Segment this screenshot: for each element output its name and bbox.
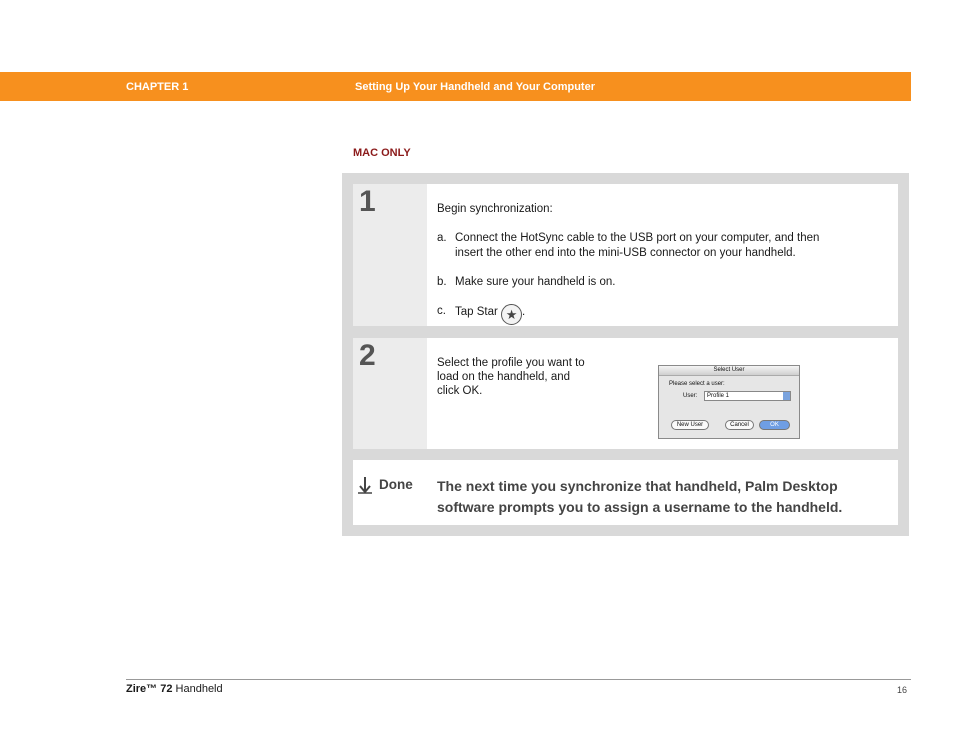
done-step — [353, 460, 898, 525]
chapter-header-bar — [0, 72, 911, 101]
step-line: click OK. — [437, 385, 483, 397]
user-select-value: Profile 1 — [707, 393, 730, 399]
footer-divider — [126, 679, 911, 680]
product-name-bold: Zire™ 72 — [126, 683, 173, 695]
item-suffix: . — [522, 306, 526, 318]
done-text — [437, 476, 842, 518]
chevron-down-icon — [783, 392, 790, 400]
step-number: 2 — [359, 339, 376, 372]
cancel-button[interactable]: Cancel — [725, 420, 754, 430]
step-body — [437, 202, 887, 322]
list-item — [437, 300, 637, 322]
done-label: Done — [379, 477, 413, 492]
list-item — [437, 231, 887, 261]
page-number: 16 — [897, 685, 908, 695]
step-number-column — [353, 184, 427, 326]
ok-button[interactable]: OK — [759, 420, 790, 430]
star-icon: ★ — [501, 304, 522, 325]
item-letter: c. — [437, 305, 446, 317]
step-number-column — [353, 338, 427, 449]
chapter-title: Setting Up Your Handheld and Your Computer — [355, 81, 595, 93]
new-user-button[interactable]: New User — [671, 420, 709, 430]
chapter-label: CHAPTER 1 — [126, 81, 189, 93]
done-line: software prompts you to assign a username to the handheld. — [437, 499, 843, 515]
item-line: Tap Star — [455, 306, 498, 318]
product-name-rest: Handheld — [172, 683, 223, 695]
item-line: Make sure your handheld is on. — [455, 276, 616, 288]
step-2 — [353, 338, 898, 449]
step-number: 1 — [359, 185, 376, 218]
item-letter: a. — [437, 232, 447, 244]
select-user-dialog — [658, 365, 800, 439]
item-line: Connect the HotSync cable to the USB port on your computer, and then — [455, 232, 820, 244]
step-line: Select the profile you want to — [437, 357, 585, 369]
step-line: load on the handheld, and — [437, 371, 571, 383]
steps-panel — [342, 173, 909, 536]
dialog-title: Select User — [659, 366, 799, 376]
dialog-prompt: Please select a user: — [669, 381, 725, 387]
item-letter: b. — [437, 276, 447, 288]
footer-product-name — [126, 683, 223, 695]
user-label: User: — [683, 393, 698, 399]
section-label: MAC ONLY — [353, 147, 411, 159]
user-select[interactable] — [704, 391, 791, 401]
arrow-down-icon — [358, 476, 372, 494]
step-intro: Begin synchronization: — [437, 203, 553, 215]
step-body — [437, 356, 607, 406]
item-line: insert the other end into the mini-USB connector on your handheld. — [455, 247, 796, 259]
step-1 — [353, 184, 898, 326]
done-line: The next time you synchronize that handheld, Palm Desktop — [437, 478, 838, 494]
